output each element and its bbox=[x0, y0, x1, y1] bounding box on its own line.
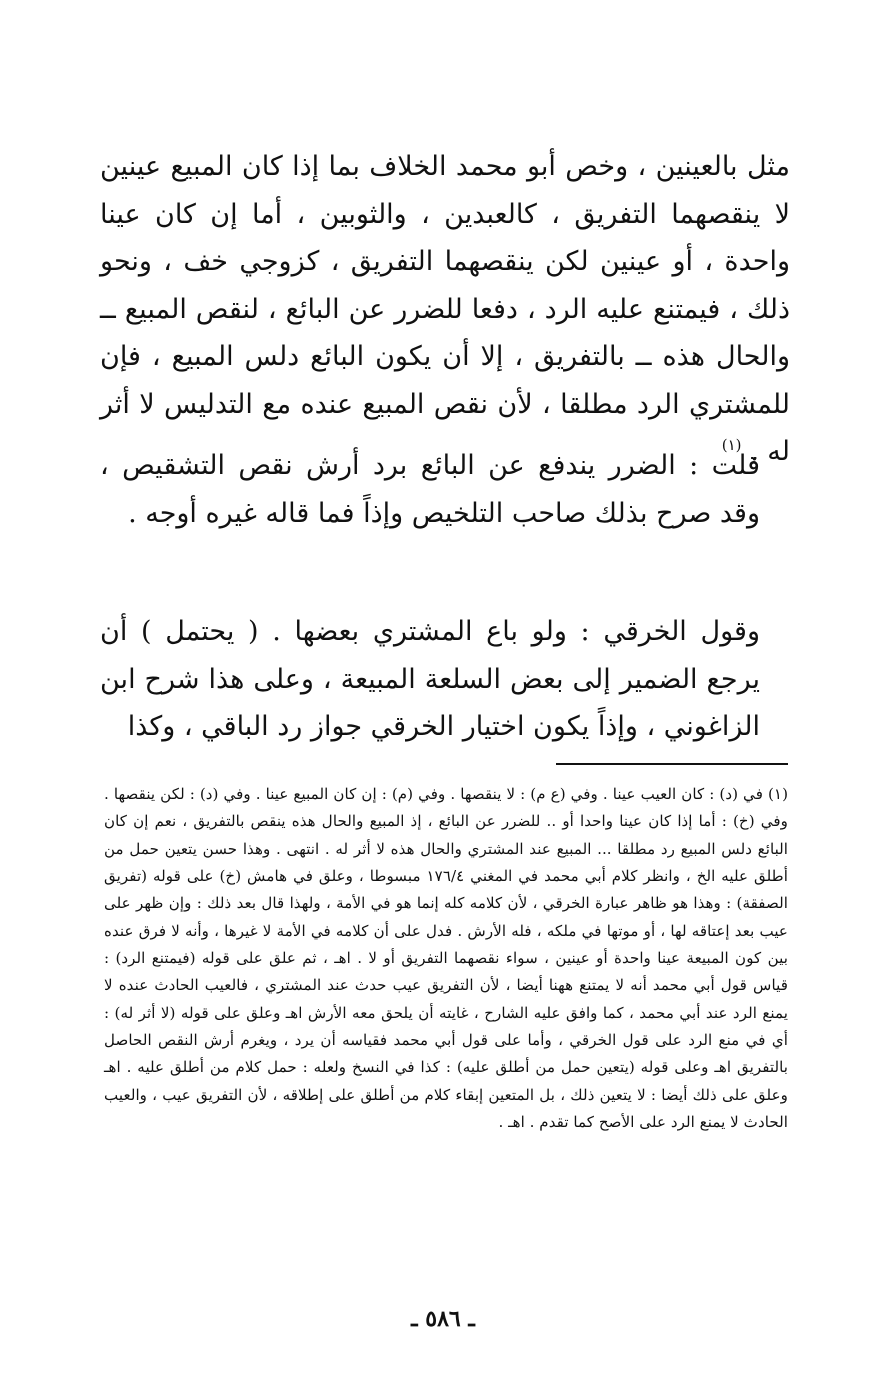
body-paragraph-2: قلت : الضرر يندفع عن البائع برد أرش نقص التشقيص ، وقد صرح بذلك صاحب التلخيص وإذاً فما قاله غيره أوجه . bbox=[100, 450, 760, 529]
page-number: ـ ٥٨٦ ـ bbox=[411, 1306, 475, 1332]
footnote-reference: (١) bbox=[721, 436, 742, 454]
footnote-1: (١) في (د) : كان العيب عينا . وفي (ع م) : لا ينقصها . وفي (م) : إن كان المبيع عينا . وفي (د) : لكن ينقصها . وفي (خ) : أما إذا كان عينا واحدا أو .. للضرر عن البائع ، إذ المبيع والحال هذه ينقص بالتفريق ، نعم إن كان البائع دلس المبيع رد مطلقا ... المبيع عند المشتري والحال هذه لا أثر له . انتهى . وهذا حسن يتعين حمل من أطلق عليه الخ ، وانظر كلام أبي محمد في المغني ١٧٦/٤ مبسوطا ، وعلق في هامش (خ) على قوله (تفريق الصفقة) : وهذا هو ظاهر عبارة الخرقي ، لأن كلامه كله إنما هو في الأمة ، ولهذا قال بعد ذلك : وإن ظهر على عيب بعد إعتاقه لها ، أو موتها في ملكه ، فله الأرش . فدل على أن كلامه في الأمة لا غيرها ، وأنه لا فرق عنده بين كون المبيعة عينا واحدة أو عينين ، سواء نقصهما التفريق أو لا . اهـ ، ثم علق على قوله (فيمتنع الرد) : قياس قول أبي محمد أنه لا يمتنع ههنا أيضا ، لأن التفريق عيب حدث عند المشتري ، فالعيب الحادث عنده لا يمنع الرد عند أبي محمد ، كما وافق عليه الشارح ، غايته أن يلحق معه الأرش اهـ وعلق على قوله (لا أثر له) : أي في منع الرد على قول الخرقي ، وأما على قول أبي محمد فقياسه أن يرد ، ويغرم أرش النقص الحاصل بالتفريق اهـ وعلى قوله (يتعين حمل من أطلق عليه) : كذا في النسخ ولعله : حمل كلام من أطلق عليه . اهـ وعلق على ذلك أيضا : لا يتعين ذلك ، بل المتعين إبقاء كلام من أطلق على إطلاقه ، لأن التفريق عيب ، والعيب الحادث لا يمنع الرد على الأصح كما تقدم . اهـ . bbox=[104, 785, 789, 1132]
body-paragraph-1 bbox=[100, 143, 790, 476]
footnote-divider bbox=[556, 763, 788, 765]
body-paragraph-3: وقول الخرقي : ولو باع المشتري بعضها . ( يحتمل ) أن يرجع الضمير إلى بعض السلعة المبيعة ، وعلى هذا شرح ابن الزاغوني ، وإذاً يكون اختيار الخرقي جواز رد الباقي ، وكذا bbox=[100, 616, 760, 742]
body-paragraph-1-text: مثل بالعينين ، وخص أبو محمد الخلاف بما إذا كان المبيع عينين لا ينقصهما التفريق ، كالعبدين ، والثوبين ، أما إن كان عينا واحدة ، أو عينين لكن ينقصهما التفريق ، كزوجي خف ، ونحو ذلك ، فيمتنع عليه الرد ، دفعا للضرر عن البائع ، لنقص المبيع ــ والحال هذه ــ بالتفريق ، إلا أن يكون البائع دلس المبيع ، فإن للمشتري الرد مطلقا ، لأن نقص المبيع عنده مع التدليس لا أثر له . bbox=[100, 151, 790, 467]
